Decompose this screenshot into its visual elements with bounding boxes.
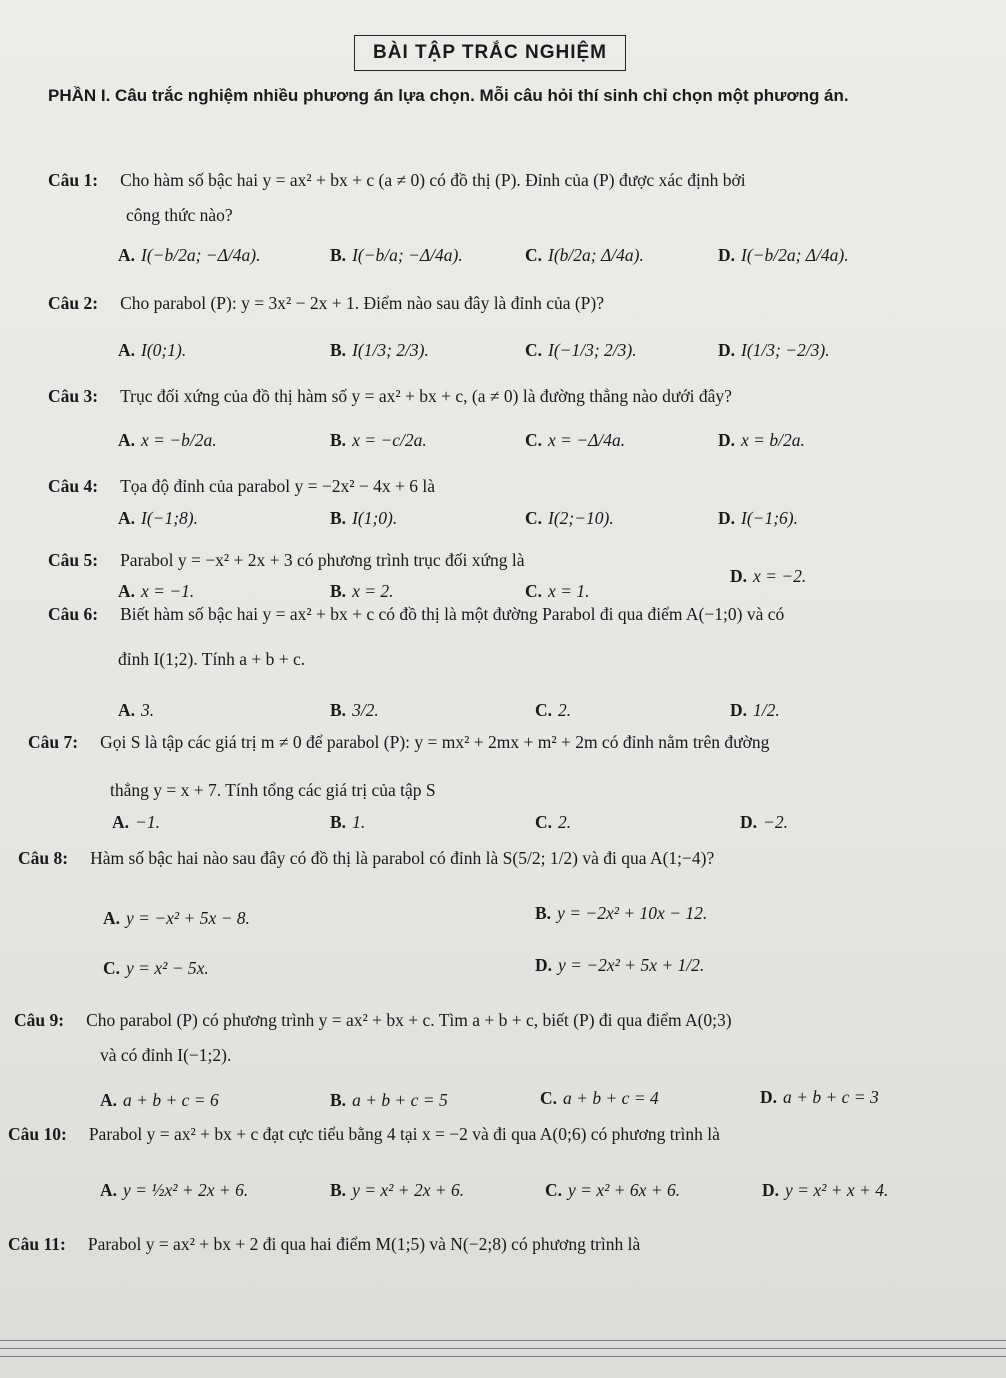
option-a[interactable]: A. −1.	[112, 812, 160, 832]
question-stem: Hàm số bậc hai nào sau đây có đồ thị là parabol có đỉnh là S(5/2; 1/2) và đi qua A(1;−4)?	[90, 848, 715, 868]
option-b[interactable]: B. y = x² + 2x + 6.	[330, 1180, 465, 1200]
option-d[interactable]: D. y = x² + x + 4.	[762, 1180, 889, 1200]
question-stem: Cho parabol (P): y = 3x² − 2x + 1. Điểm nào sau đây là đỉnh của (P)?	[120, 293, 605, 313]
question-7	[28, 732, 769, 753]
option-a[interactable]: A. a + b + c = 6	[100, 1090, 219, 1110]
option-b[interactable]: B. x = −c/2a.	[330, 430, 427, 450]
question-6	[48, 604, 784, 625]
notebook-lines	[0, 1330, 1006, 1378]
question-4	[48, 476, 435, 497]
question-9	[14, 1010, 732, 1031]
question-7-stem-cont: thẳng y = x + 7. Tính tổng các giá trị của tập S	[110, 780, 436, 800]
question-stem: Cho parabol (P) có phương trình y = ax² + bx + c. Tìm a + b + c, biết (P) đi qua điểm A(0;3)	[86, 1010, 732, 1030]
option-d[interactable]: D. I(−b/2a; Δ/4a).	[718, 245, 849, 265]
option-c[interactable]: C. 2.	[535, 700, 572, 720]
option-d[interactable]: D. a + b + c = 3	[760, 1087, 879, 1107]
section-intro: PHẦN I. Câu trắc nghiệm nhiều phương án lựa chọn. Mỗi câu hỏi thí sinh chỉ chọn một phương án.	[48, 86, 849, 105]
question-stem: Parabol y = ax² + bx + 2 đi qua hai điểm M(1;5) và N(−2;8) có phương trình là	[87, 1234, 641, 1254]
option-d[interactable]: D. x = −2.	[730, 566, 807, 586]
ruled-line	[0, 1356, 1006, 1357]
option-d[interactable]: D. y = −2x² + 5x + 1/2.	[535, 955, 705, 975]
question-label: Câu 7:	[28, 732, 79, 752]
option-a[interactable]: A. x = −b/2a.	[118, 430, 217, 450]
ruled-line	[0, 1348, 1006, 1349]
option-d[interactable]: D. I(1/3; −2/3).	[718, 340, 830, 360]
page-title: BÀI TẬP TRẮC NGHIỆM	[354, 35, 626, 71]
option-b[interactable]: B. I(1/3; 2/3).	[330, 340, 429, 360]
option-a[interactable]: A. I(−1;8).	[118, 508, 199, 528]
question-label: Câu 5:	[48, 550, 99, 570]
option-c[interactable]: C. y = x² + 6x + 6.	[545, 1180, 681, 1200]
option-c[interactable]: C. I(b/2a; Δ/4a).	[525, 245, 644, 265]
option-a[interactable]: A. x = −1.	[118, 581, 195, 601]
question-label: Câu 3:	[48, 386, 99, 406]
option-d[interactable]: D. I(−1;6).	[718, 508, 799, 528]
question-10	[8, 1124, 720, 1145]
option-c[interactable]: C. a + b + c = 4	[540, 1088, 659, 1108]
option-a[interactable]: A. y = −x² + 5x − 8.	[103, 908, 250, 928]
option-a[interactable]: A. 3.	[118, 700, 155, 720]
option-b[interactable]: B. 3/2.	[330, 700, 379, 720]
option-c[interactable]: C. x = −Δ/4a.	[525, 430, 626, 450]
option-b[interactable]: B. a + b + c = 5	[330, 1090, 448, 1110]
option-c[interactable]: C. 2.	[535, 812, 572, 832]
option-b[interactable]: B. I(1;0).	[330, 508, 398, 528]
question-label: Câu 6:	[48, 604, 99, 624]
question-2	[48, 293, 604, 314]
option-c[interactable]: C. I(−1/3; 2/3).	[525, 340, 637, 360]
option-b[interactable]: B. 1.	[330, 812, 366, 832]
question-1	[48, 170, 746, 191]
question-stem: Cho hàm số bậc hai y = ax² + bx + c (a ≠ 0) có đồ thị (P). Đỉnh của (P) được xác định bởi	[120, 170, 746, 190]
option-b[interactable]: B. y = −2x² + 10x − 12.	[535, 903, 708, 923]
ruled-line	[0, 1340, 1006, 1341]
option-c[interactable]: C. y = x² − 5x.	[103, 958, 209, 978]
option-d[interactable]: D. x = b/2a.	[718, 430, 805, 450]
question-stem: Trục đối xứng của đồ thị hàm số y = ax² + bx + c, (a ≠ 0) là đường thẳng nào dưới đây?	[120, 386, 732, 406]
question-label: Câu 4:	[48, 476, 99, 496]
question-label: Câu 9:	[14, 1010, 65, 1030]
question-label: Câu 8:	[18, 848, 69, 868]
question-8	[18, 848, 714, 869]
question-stem: Parabol y = ax² + bx + c đạt cực tiểu bằng 4 tại x = −2 và đi qua A(0;6) có phương trình là	[88, 1124, 720, 1144]
option-d[interactable]: D. −2.	[740, 812, 788, 832]
option-a[interactable]: A. I(−b/2a; −Δ/4a).	[118, 245, 261, 265]
question-stem: Parabol y = −x² + 2x + 3 có phương trình trục đối xứng là	[120, 550, 525, 570]
question-label: Câu 1:	[48, 170, 99, 190]
question-1-stem-cont: công thức nào?	[126, 205, 233, 225]
option-a[interactable]: A. I(0;1).	[118, 340, 187, 360]
option-a[interactable]: A. y = ½x² + 2x + 6.	[100, 1180, 249, 1200]
question-label: Câu 10:	[8, 1124, 67, 1144]
question-6-stem-cont: đỉnh I(1;2). Tính a + b + c.	[118, 649, 306, 669]
option-b[interactable]: B. I(−b/a; −Δ/4a).	[330, 245, 463, 265]
question-label: Câu 2:	[48, 293, 99, 313]
question-stem: Tọa độ đỉnh của parabol y = −2x² − 4x + 6 là	[120, 476, 436, 496]
question-11	[8, 1234, 640, 1255]
question-label: Câu 11:	[8, 1234, 66, 1254]
question-5	[48, 550, 525, 571]
question-stem: Gọi S là tập các giá trị m ≠ 0 để parabol (P): y = mx² + 2mx + m² + 2m có đỉnh nằm trên đường	[100, 732, 770, 752]
question-stem: Biết hàm số bậc hai y = ax² + bx + c có đồ thị là một đường Parabol đi qua điểm A(−1;0) và có	[120, 604, 785, 624]
option-c[interactable]: C. I(2;−10).	[525, 508, 614, 528]
question-3	[48, 386, 732, 407]
option-c[interactable]: C. x = 1.	[525, 581, 590, 601]
option-d[interactable]: D. 1/2.	[730, 700, 780, 720]
option-b[interactable]: B. x = 2.	[330, 581, 394, 601]
question-9-stem-cont: và có đỉnh I(−1;2).	[100, 1045, 232, 1065]
